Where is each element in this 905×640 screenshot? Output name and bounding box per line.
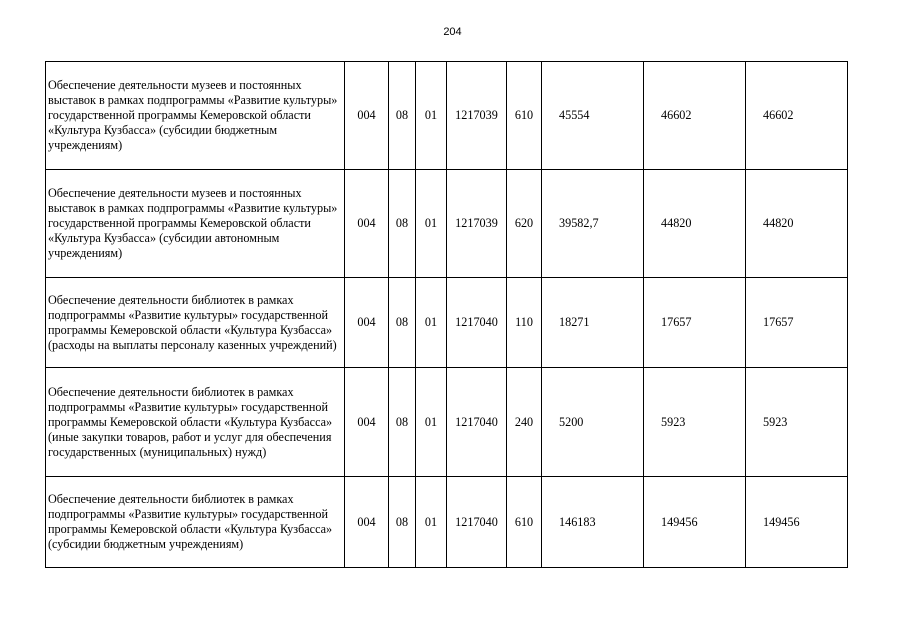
target-article-code: 1217039 bbox=[447, 170, 507, 278]
amount-1: 39582,7 bbox=[542, 170, 644, 278]
target-article-code: 1217040 bbox=[447, 477, 507, 568]
ministry-code: 004 bbox=[345, 170, 389, 278]
page-number: 204 bbox=[443, 26, 462, 38]
target-article-code: 1217040 bbox=[447, 368, 507, 477]
section-code: 08 bbox=[389, 477, 416, 568]
amount-3: 17657 bbox=[746, 278, 848, 368]
target-article-code: 1217040 bbox=[447, 278, 507, 368]
amount-2: 17657 bbox=[644, 278, 746, 368]
section-code: 08 bbox=[389, 368, 416, 477]
row-description: Обеспечение деятельности библиотек в рамках подпрограммы «Развитие культуры» государственной программы Кемеровской области «Культура Кузбасса» (расходы на выплаты персоналу казенных учреждений) bbox=[46, 278, 345, 368]
table-row bbox=[46, 170, 848, 278]
expense-type-code: 110 bbox=[507, 278, 542, 368]
subsection-code: 01 bbox=[416, 278, 447, 368]
amount-2: 149456 bbox=[644, 477, 746, 568]
subsection-code: 01 bbox=[416, 368, 447, 477]
row-description: Обеспечение деятельности библиотек в рамках подпрограммы «Развитие культуры» государственной программы Кемеровской области «Культура Кузбасса» (субсидии бюджетным учреждениям) bbox=[46, 477, 345, 568]
expense-type-code: 240 bbox=[507, 368, 542, 477]
row-description: Обеспечение деятельности библиотек в рамках подпрограммы «Развитие культуры» государственной программы Кемеровской области «Культура Кузбасса» (иные закупки товаров, работ и услуг для обеспечения государственных (муниципальных) нужд) bbox=[46, 368, 345, 477]
table-row bbox=[46, 62, 848, 170]
amount-3: 5923 bbox=[746, 368, 848, 477]
expense-type-code: 610 bbox=[507, 62, 542, 170]
ministry-code: 004 bbox=[345, 62, 389, 170]
amount-3: 46602 bbox=[746, 62, 848, 170]
expense-type-code: 610 bbox=[507, 477, 542, 568]
row-description: Обеспечение деятельности музеев и постоянных выставок в рамках подпрограммы «Развитие культуры» государственной программы Кемеровской области «Культура Кузбасса» (субсидии бюджетным учреждениям) bbox=[46, 62, 345, 170]
table-row bbox=[46, 477, 848, 568]
section-code: 08 bbox=[389, 170, 416, 278]
table-row bbox=[46, 278, 848, 368]
subsection-code: 01 bbox=[416, 477, 447, 568]
section-code: 08 bbox=[389, 62, 416, 170]
amount-2: 46602 bbox=[644, 62, 746, 170]
ministry-code: 004 bbox=[345, 278, 389, 368]
ministry-code: 004 bbox=[345, 368, 389, 477]
subsection-code: 01 bbox=[416, 62, 447, 170]
budget-table bbox=[45, 61, 848, 568]
amount-3: 44820 bbox=[746, 170, 848, 278]
amount-3: 149456 bbox=[746, 477, 848, 568]
amount-2: 44820 bbox=[644, 170, 746, 278]
ministry-code: 004 bbox=[345, 477, 389, 568]
expense-type-code: 620 bbox=[507, 170, 542, 278]
row-description: Обеспечение деятельности музеев и постоянных выставок в рамках подпрограммы «Развитие культуры» государственной программы Кемеровской области «Культура Кузбасса» (субсидии автономным учреждениям) bbox=[46, 170, 345, 278]
amount-1: 18271 bbox=[542, 278, 644, 368]
amount-1: 5200 bbox=[542, 368, 644, 477]
section-code: 08 bbox=[389, 278, 416, 368]
subsection-code: 01 bbox=[416, 170, 447, 278]
amount-2: 5923 bbox=[644, 368, 746, 477]
amount-1: 45554 bbox=[542, 62, 644, 170]
target-article-code: 1217039 bbox=[447, 62, 507, 170]
table-row bbox=[46, 368, 848, 477]
amount-1: 146183 bbox=[542, 477, 644, 568]
